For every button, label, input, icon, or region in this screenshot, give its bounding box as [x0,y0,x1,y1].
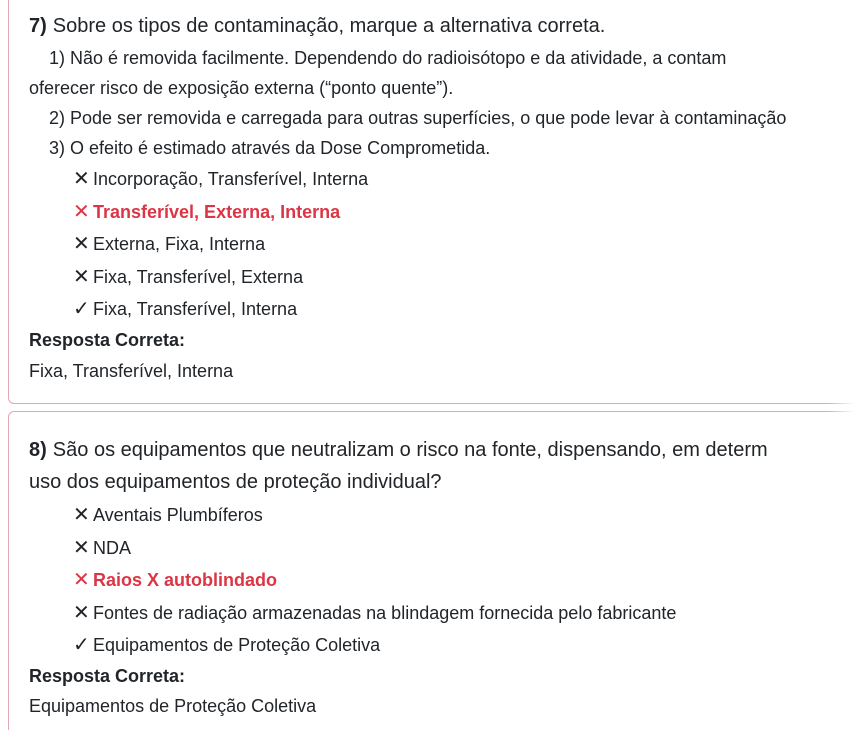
options-list [73,499,676,662]
option-label: Fixa, Transferível, Interna [93,299,298,319]
question-statements [29,43,854,163]
x-mark-icon: ✕ [73,536,90,559]
check-mark-icon: ✓ [73,634,90,656]
option-label: Incorporação, Transferível, Interna [93,169,369,189]
statement-3: 3) O efeito é estimado através da Dose Comprometida. [49,138,491,158]
option-fontes-de-radiacao[interactable] [73,597,676,630]
statement-1: 1) Não é removida facilmente. Dependendo do radioisótopo e da atividade, a contam [49,48,727,68]
x-mark-icon: ✕ [73,504,90,526]
x-mark-icon: ✕ [73,601,90,624]
option-nda[interactable] [73,532,676,565]
option-aventais-plumbiferos[interactable] [73,499,676,532]
question-card-8 [8,411,854,730]
options-list [73,163,368,326]
option-equipamentos-protecao-coletiva[interactable] [73,629,676,662]
question-text: Sobre os tipos de contaminação, marque a alternativa correta. [52,15,606,37]
question-card-7 [8,0,854,404]
option-label: Aventais Plumbíferos [93,505,263,525]
question-title [29,434,854,498]
question-text-line-2: uso dos equipamentos de proteção individual? [29,471,442,493]
correct-answer-heading: Resposta Correta: [29,666,186,686]
option-transferivel-externa-interna[interactable] [73,196,368,229]
option-label: Transferível, Externa, Interna [93,201,341,222]
statement-1-continued: oferecer risco de exposição externa (“ponto quente”). [29,78,454,98]
option-fixa-transferivel-externa[interactable] [73,261,368,294]
option-label: Equipamentos de Proteção Coletiva [93,635,381,655]
x-mark-icon: ✕ [73,168,90,190]
option-label: Raios X autoblindado [93,570,278,590]
question-number: 7) [29,15,47,37]
x-mark-icon: ✕ [73,265,90,288]
option-raios-x-autoblindado[interactable] [73,564,676,597]
correct-answer-text: Equipamentos de Proteção Coletiva [29,696,317,716]
statement-2: 2) Pode ser removida e carregada para outras superfícies, o que pode levar à contaminação [49,108,787,128]
x-mark-icon: ✕ [73,233,90,255]
question-number: 8) [29,439,47,461]
x-mark-icon: ✕ [73,569,90,591]
option-label: NDA [93,537,132,558]
x-mark-icon: ✕ [73,200,90,223]
option-label: Fontes de radiação armazenadas na blindagem fornecida pelo fabricante [93,602,677,623]
option-label: Externa, Fixa, Interna [93,234,266,254]
option-label: Fixa, Transferível, Externa [93,266,304,287]
question-text-line-1: São os equipamentos que neutralizam o risco na fonte, dispensando, em determ [52,439,768,461]
check-mark-icon: ✓ [73,298,90,320]
question-line-1 [29,434,854,466]
option-externa-fixa-interna[interactable] [73,228,368,261]
correct-answer-heading: Resposta Correta: [29,330,186,350]
correct-answer-text: Fixa, Transferível, Interna [29,361,234,381]
option-incorporacao-transferivel-interna[interactable] [73,163,368,196]
question-title [29,10,854,42]
option-fixa-transferivel-interna[interactable] [73,293,368,326]
